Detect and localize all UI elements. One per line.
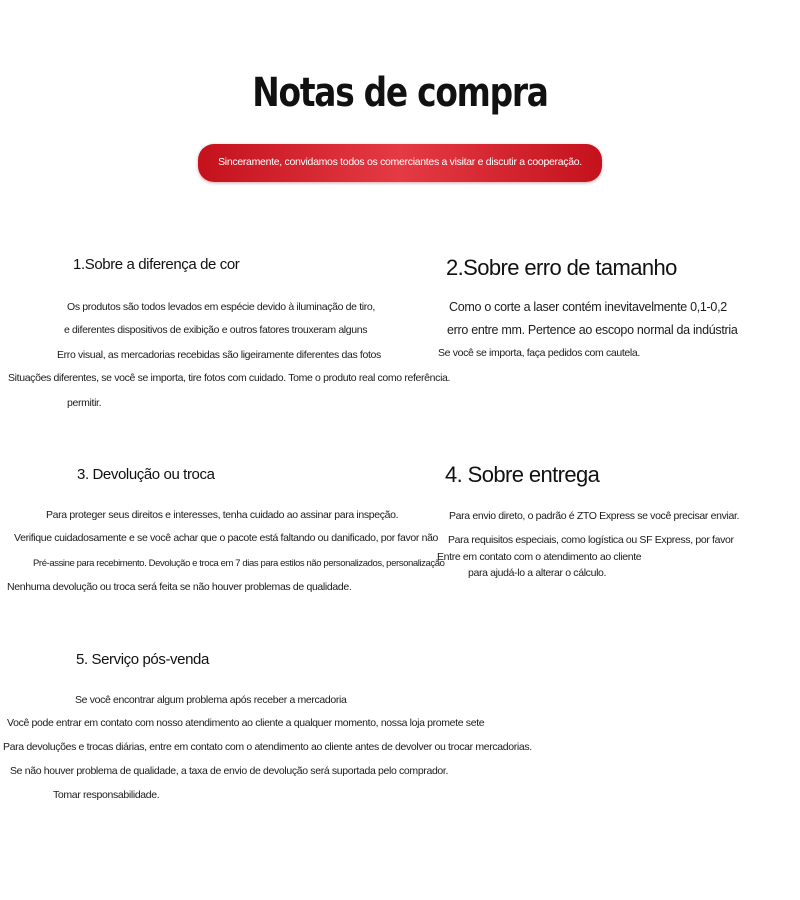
section-size-line: Como o corte a laser contém inevitavelmente 0,1-0,2	[449, 300, 727, 314]
page-title: Notas de compra	[252, 70, 548, 116]
section-color-line: permitir.	[67, 397, 102, 409]
section-size-line: erro entre mm. Pertence ao escopo normal da indústria	[447, 323, 738, 337]
section-delivery-line: Para envio direto, o padrão é ZTO Express se você precisar enviar.	[449, 510, 740, 522]
section-heading-color-difference: 1.Sobre a diferença de cor	[73, 256, 240, 273]
section-color-line: Situações diferentes, se você se importa, tire fotos com cuidado. Tome o produto real como referência.	[8, 372, 451, 384]
section-heading-return-exchange: 3. Devolução ou troca	[77, 466, 215, 483]
section-color-line: Os produtos são todos levados em espécie devido à iluminação de tiro,	[67, 301, 375, 313]
section-after-sales-line: Se você encontrar algum problema após receber a mercadoria	[75, 694, 347, 706]
section-return-line: Pré-assine para recebimento. Devolução e troca em 7 dias para estilos não personalizados, personalização	[33, 558, 445, 569]
section-heading-delivery: 4. Sobre entrega	[445, 462, 600, 487]
section-delivery-line: Entre em contato com o atendimento ao cliente	[437, 551, 642, 563]
section-after-sales-line: Tomar responsabilidade.	[53, 789, 160, 801]
section-after-sales-line: Você pode entrar em contato com nosso atendimento ao cliente a qualquer momento, nossa loja promete sete	[7, 717, 485, 729]
section-return-line: Para proteger seus direitos e interesses, tenha cuidado ao assinar para inspeção.	[46, 509, 399, 521]
section-heading-after-sales: 5. Serviço pós-venda	[76, 651, 209, 668]
section-delivery-line: Para requisitos especiais, como logística ou SF Express, por favor	[448, 534, 734, 546]
section-return-line: Verifique cuidadosamente e se você achar que o pacote está faltando ou danificado, por favor não	[14, 532, 439, 544]
section-after-sales-line: Para devoluções e trocas diárias, entre em contato com o atendimento ao cliente antes de devolver ou trocar mercadorias.	[3, 741, 532, 753]
section-color-line: e diferentes dispositivos de exibição e outros fatores trouxeram alguns	[64, 324, 368, 336]
section-size-line: Se você se importa, faça pedidos com cautela.	[438, 347, 640, 359]
invitation-banner-text: Sinceramente, convidamos todos os comerciantes a visitar e discutir a cooperação.	[218, 156, 582, 168]
section-after-sales-line: Se não houver problema de qualidade, a taxa de envio de devolução será suportada pelo comprador.	[10, 765, 449, 777]
section-delivery-line: para ajudá-lo a alterar o cálculo.	[468, 567, 607, 579]
section-return-line: Nenhuma devolução ou troca será feita se não houver problemas de qualidade.	[7, 581, 352, 593]
section-heading-size-error: 2.Sobre erro de tamanho	[446, 255, 677, 280]
section-color-line: Erro visual, as mercadorias recebidas são ligeiramente diferentes das fotos	[57, 349, 381, 361]
